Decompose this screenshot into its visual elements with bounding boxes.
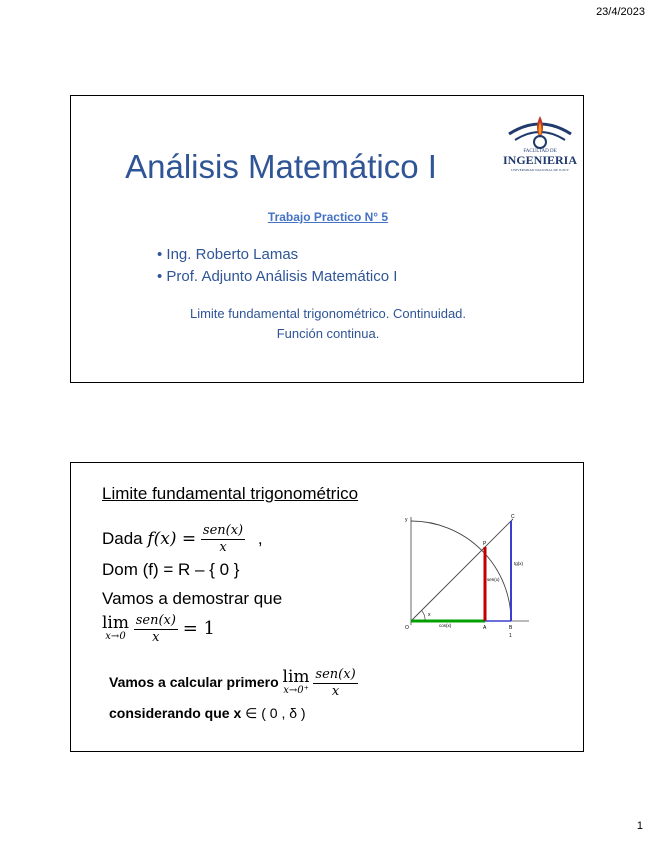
label-b: B: [509, 625, 513, 631]
fraction: [313, 667, 357, 700]
fraction-denominator: x: [152, 630, 160, 645]
slide-title-text: Análisis Matemático I: [125, 148, 437, 185]
label-c: C: [511, 514, 515, 520]
function-definition: [102, 523, 263, 556]
print-date: 23/4/2023: [596, 6, 645, 18]
label-senx: sen(x): [487, 577, 500, 582]
slide-subtitle: Trabajo Practico N° 5: [267, 210, 389, 224]
label-1: 1: [509, 633, 512, 639]
limit-operator: [102, 612, 129, 644]
fraction-numerator: sen(x): [202, 523, 244, 538]
lim-word: lim: [102, 612, 129, 633]
author-list: [157, 246, 397, 290]
faculty-logo: [501, 106, 579, 176]
fraction-numerator: sen(x): [135, 613, 176, 628]
label-x: x: [428, 612, 431, 618]
lim-subscript: x→0: [105, 630, 126, 642]
demostrar-line: Vamos a demostrar que: [102, 589, 283, 608]
slide-limit: [70, 462, 584, 752]
slide-description: [71, 304, 585, 344]
fraction-numerator: sen(x): [315, 667, 356, 682]
label-a: A: [483, 625, 487, 631]
label-p: P: [483, 541, 487, 547]
description-line: Limite fundamental trigonométrico. Continuidad.: [189, 306, 467, 321]
lim-word: lim: [282, 666, 310, 687]
unit-circle-diagram: [403, 513, 533, 641]
label-o: O: [405, 625, 409, 631]
logo-top-text: FACULTAD DE: [523, 149, 557, 154]
description-line: Función continua.: [276, 326, 380, 341]
label-y: y: [405, 517, 408, 523]
fraction: [134, 613, 178, 646]
considering-prefix: considerando que x: [109, 705, 242, 721]
fraction: [201, 523, 245, 556]
comma: ,: [257, 528, 263, 548]
slide-title: [70, 95, 584, 383]
label-tgx: tg(x): [514, 561, 523, 566]
considering-line: [109, 705, 306, 722]
logo-main-text: INGENIERIA: [502, 153, 578, 167]
slide-heading: Limite fundamental trigonométrico: [102, 484, 359, 503]
author-name: • Ing. Roberto Lamas: [157, 246, 397, 263]
limit-result: = 1: [182, 617, 215, 639]
limit-operator: [282, 666, 310, 698]
radius-line: [411, 519, 513, 621]
dada-label: Dada: [102, 528, 143, 548]
fraction-denominator: x: [219, 540, 227, 555]
label-cosx: cos(x): [439, 623, 452, 628]
fraction-denominator: x: [331, 684, 340, 699]
limit-expression: [102, 613, 215, 646]
considering-interval: ∈ ( 0 , δ ): [245, 705, 306, 721]
domain-line: Dom (f) = R – { 0 }: [102, 560, 240, 579]
lim-subscript: x→0⁺: [283, 684, 309, 696]
author-role: • Prof. Adjunto Análisis Matemático I: [157, 268, 397, 285]
calc-text: Vamos a calcular primero: [109, 674, 279, 691]
logo-bottom-text: UNIVERSIDAD NACIONAL DE JUJUY: [511, 168, 569, 172]
calc-line: [109, 667, 358, 700]
page-number: 1: [636, 820, 643, 832]
function-expr: f(x) =: [147, 528, 197, 549]
